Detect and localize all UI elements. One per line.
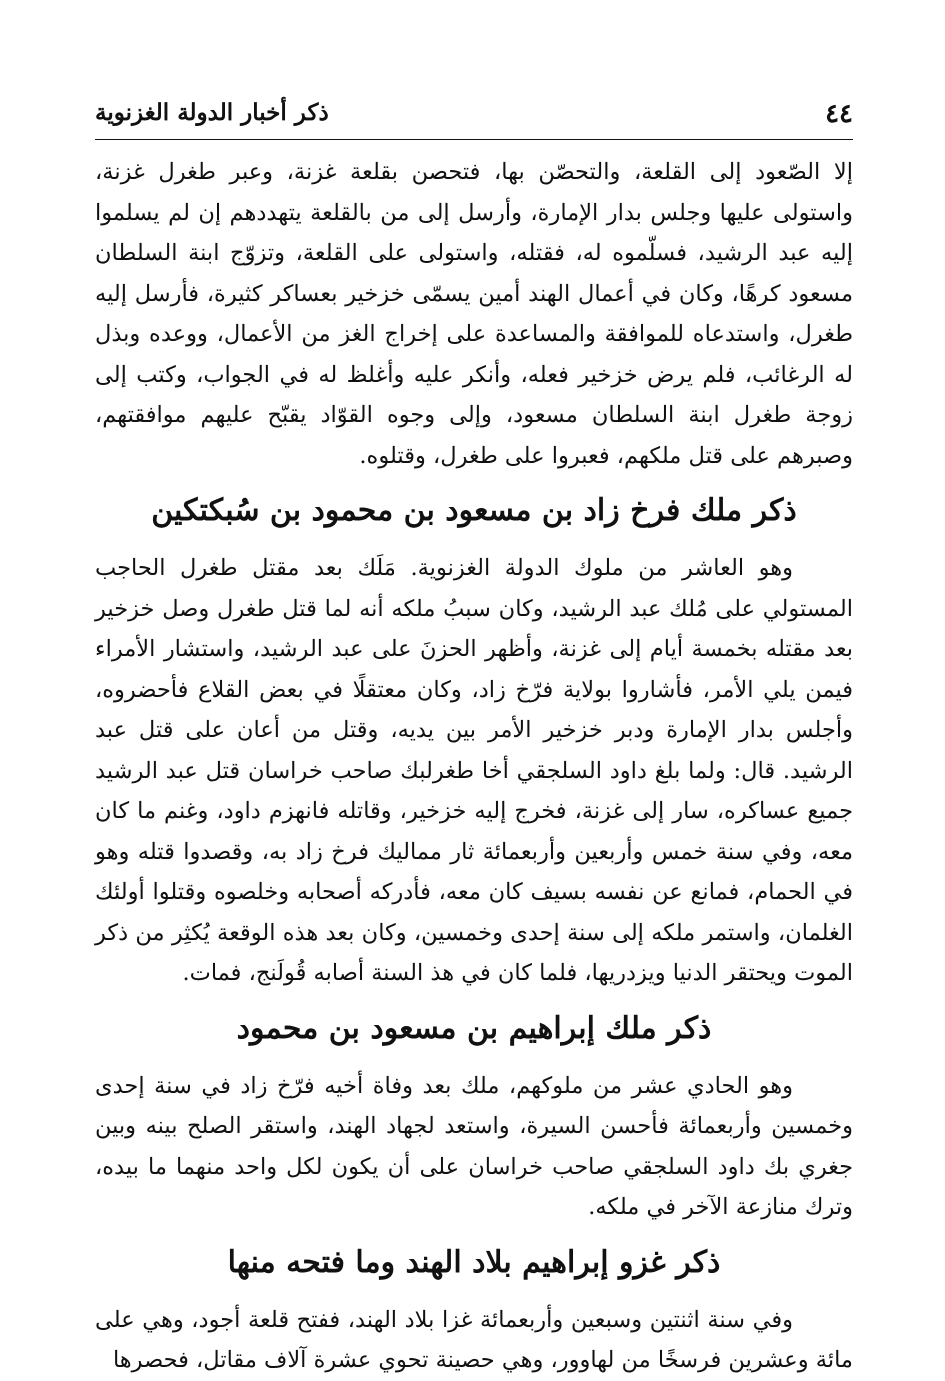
paragraph-farrukhzad: وهو العاشر من ملوك الدولة الغزنوية. مَلَك بعد مقتل طغرل الحاجب المستولي على مُلك عبد الرشيد، وكان سببُ ملكه أنه لما قتل طغرل وصل خزخير بعد مقتله بخمسة أيام إلى غزنة، وأظهر الحزنَ على عبد الرشيد، واستشار الأمراء فيمن يلي الأمر، فأشاروا بولاية فرّخ زاد، وكان معتقلًا في بعض القلاع فأحضروه، وأجلس بدار الإمارة ودبر خزخير الأمر بين يديه، وقتل من أعان على قتل عبد الرشيد. قال: ولما بلغ داود السلجقي أخا طغرلبك صاحب خراسان قتل عبد الرشيد جميع عساكره، سار إلى غزنة، فخرج إليه خزخير، وقاتله فانهزم داود، وغنم ما كان معه، وفي سنة خمس وأربعين وأربعمائة ثار مماليك فرخ زاد به، وقصدوا قتله وهو في الحمام، فمانع عن نفسه بسيف كان معه، فأدركه أصحابه وخلصوه وقتلوا أولئك الغلمان، واستمر ملكه إلى سنة إحدى وخمسين، وكان بعد هذه الوقعة يُكثِر من ذكر الموت ويحتقر الدنيا ويزدريها، فلما كان في هذ السنة أصابه قُولَنج، فمات. xyxy=(95,555,853,986)
running-head xyxy=(95,95,853,140)
section-heading-farrukhzad: ذكر ملك فرخ زاد بن مسعود بن محمود بن سُبكتكين xyxy=(151,493,797,528)
paragraph-continuation: إلا الصّعود إلى القلعة، والتحصّن بها، فتحصن بقلعة غزنة، وعبر طغرل غزنة، واستولى عليها وجلس بدار الإمارة، وأرسل إلى من بالقلعة يتهددهم إن لم يسلموا إليه عبد الرشيد، فسلّموه له، فقتله، واستولى على القلعة، وتزوّج ابنة السلطان مسعود كرهًا، وكان في أعمال الهند أمين يسمّى خزخير بعساكر كثيرة، فأرسل إليه طغرل، واستدعاه للموافقة والمساعدة على إخراج الغز من الأعمال، ووعده وبذل له الرغائب، فلم يرض خزخير فعله، وأنكر عليه وأغلظ له في الجواب، وكتب إلى زوجة طغرل ابنة السلطان مسعود، وإلى وجوه القوّاد يقبّح عليهم موافقتهم، وصبرهم على قتل ملكهم، فعبروا على طغرل، وقتلوه. xyxy=(95,159,853,469)
paragraph-india-campaign: وفي سنة اثنتين وسبعين وأربعمائة غزا بلاد الهند، ففتح قلعة أجود، وهي على مائة وعشرين فرسخًا من لهاوور، وهي حصينة تحوي عشرة آلاف مقاتل، فحصرها xyxy=(95,1306,853,1373)
section-heading-ibrahim: ذكر ملك إبراهيم بن مسعود بن محمود xyxy=(236,1010,712,1046)
book-page xyxy=(95,95,853,1373)
running-head-title: ذكر أخبار الدولة الغزنوية xyxy=(95,99,329,126)
paragraph-ibrahim: وهو الحادي عشر من ملوكهم، ملك بعد وفاة أخيه فرّخ زاد في سنة إحدى وخمسين وأربعمائة فأحسن السيرة، واستعد لجهاد الهند، واستقر الصلح بينه وبين جغري بك داود السلجقي صاحب خراسان على أن يكون لكل واحد منهما ما بيده، وترك منازعة الآخر في ملكه. xyxy=(95,1072,853,1220)
page-body xyxy=(95,152,853,1381)
page-number: ٤٤ xyxy=(825,99,853,129)
section-heading-india-campaign: ذكر غزو إبراهيم بلاد الهند وما فتحه منها xyxy=(227,1244,721,1280)
